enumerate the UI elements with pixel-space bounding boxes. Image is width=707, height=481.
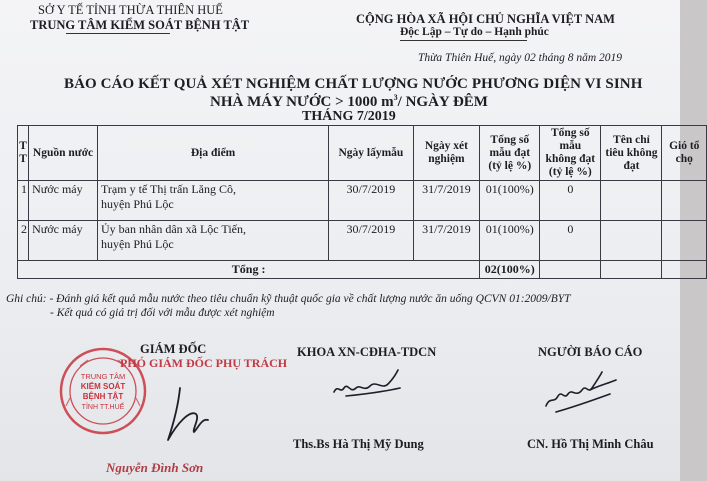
cell-sample-date: 30/7/2019 xyxy=(329,221,413,261)
cell-source: Nước máy xyxy=(29,221,98,261)
cell-sample-date: 30/7/2019 xyxy=(329,181,413,221)
lab-head-name: Ths.Bs Hà Thị Mỹ Dung xyxy=(293,437,424,451)
total-label: Tổng : xyxy=(18,261,480,279)
header-total-fail: Tổng số mẫu không đạt (tỷ lệ %) xyxy=(540,126,601,181)
stamp-text: TỈNH TT.HUẾ xyxy=(81,404,125,411)
center-name: TRUNG TÂM KIỂM SOÁT BỆNH TẬT xyxy=(30,18,250,32)
location-line: Trạm y tế Thị trấn Lăng Cô, xyxy=(101,182,236,196)
cell-location xyxy=(98,181,329,221)
header-tt: TT xyxy=(18,126,29,181)
location-line: huyện Phú Lộc xyxy=(101,197,174,211)
motto: Độc Lập – Tự do – Hạnh phúc xyxy=(400,26,549,38)
header-total-ok: Tổng số mẫu đạt (tỷ lệ %) xyxy=(480,126,540,181)
cell-total-ok: 01(100%) xyxy=(480,181,540,221)
header-source: Nguồn nước xyxy=(29,126,98,181)
cell-empty xyxy=(540,261,601,279)
notes xyxy=(6,292,571,307)
cell-fail-criteria xyxy=(601,181,662,221)
cell-total-fail: 0 xyxy=(540,221,601,261)
header-fail-criteria: Tên chỉ tiêu không đạt xyxy=(601,126,662,181)
subtitle-superscript: 3 xyxy=(393,93,398,102)
reporter-signature xyxy=(540,368,620,418)
subtitle-suffix: / NGÀY ĐÊM xyxy=(397,94,488,110)
director-title: GIÁM ĐỐC xyxy=(140,342,207,356)
header-sample-date: Ngày lấymẫu xyxy=(329,126,413,181)
report-date: Thừa Thiên Huế, ngày 02 tháng 8 năm 2019 xyxy=(418,52,623,64)
table-header-row xyxy=(18,126,707,181)
cell-extra xyxy=(662,221,707,261)
note-line: - Kết quả có giá trị đối với mẫu được xét nghiệm xyxy=(50,307,275,319)
table-row xyxy=(18,181,707,221)
cell-extra xyxy=(662,181,707,221)
cell-fail-criteria xyxy=(601,221,662,261)
header-location: Địa điểm xyxy=(98,126,329,181)
director-name: Nguyễn Đình Sơn xyxy=(106,460,204,475)
reporter-title: NGƯỜI BÁO CÁO xyxy=(538,345,643,359)
lab-signature xyxy=(326,366,406,406)
report-month: THÁNG 7/2019 xyxy=(302,109,396,124)
note-line: - Đánh giá kết quả mẫu nước theo tiêu chuẩn kỹ thuật quốc gia về chất lượng nước ăn uống QCVN 01:2009/BYT xyxy=(49,293,571,305)
official-stamp xyxy=(58,346,148,436)
republic-name: CỘNG HÒA XÃ HỘI CHỦ NGHĨA VIỆT NAM xyxy=(356,12,615,26)
stamp-text: BỆNH TẬT xyxy=(82,392,124,401)
stamp-text: TRUNG TÂM xyxy=(80,372,126,381)
cell-test-date: 31/7/2019 xyxy=(413,221,480,261)
header-underline-right xyxy=(400,40,527,41)
cell-total-fail: 0 xyxy=(540,181,601,221)
table-total-row xyxy=(18,261,707,279)
header-extra: Gió tổ chọ xyxy=(662,126,707,181)
director-subtitle: PHÓ GIÁM ĐỐC PHỤ TRÁCH xyxy=(120,356,288,370)
cell-tt: 2 xyxy=(18,221,29,261)
cell-test-date: 31/7/2019 xyxy=(413,181,480,221)
cell-location xyxy=(98,221,329,261)
header-test-date: Ngày xét nghiệm xyxy=(413,126,480,181)
director-signature xyxy=(150,378,220,448)
cell-empty xyxy=(601,261,662,279)
location-line: huyện Phú Lộc xyxy=(101,237,174,251)
lab-title: KHOA XN-CĐHA-TDCN xyxy=(297,345,437,359)
total-value: 02(100%) xyxy=(480,261,540,279)
table-row xyxy=(18,221,707,261)
subtitle-text: NHÀ MÁY NƯỚC > 1000 m xyxy=(210,94,394,110)
cell-tt: 1 xyxy=(18,181,29,221)
reporter-name: CN. Hồ Thị Minh Châu xyxy=(527,437,654,451)
header-underline-left xyxy=(66,33,170,34)
stamp-text: KIỂM SOÁT xyxy=(80,382,126,391)
location-line: Ủy ban nhân dân xã Lộc Tiến, xyxy=(101,222,246,236)
cell-total-ok: 01(100%) xyxy=(480,221,540,261)
results-table xyxy=(17,125,707,279)
department-name: SỞ Y TẾ TỈNH THỪA THIÊN HUẾ xyxy=(38,3,223,17)
report-title: BÁO CÁO KẾT QUẢ XÉT NGHIỆM CHẤT LƯỢNG NƯỚC PHƯƠNG DIỆN VI SINH xyxy=(64,76,643,92)
notes-label: Ghi chú: xyxy=(6,293,47,305)
cell-empty xyxy=(662,261,707,279)
cell-source: Nước máy xyxy=(29,181,98,221)
